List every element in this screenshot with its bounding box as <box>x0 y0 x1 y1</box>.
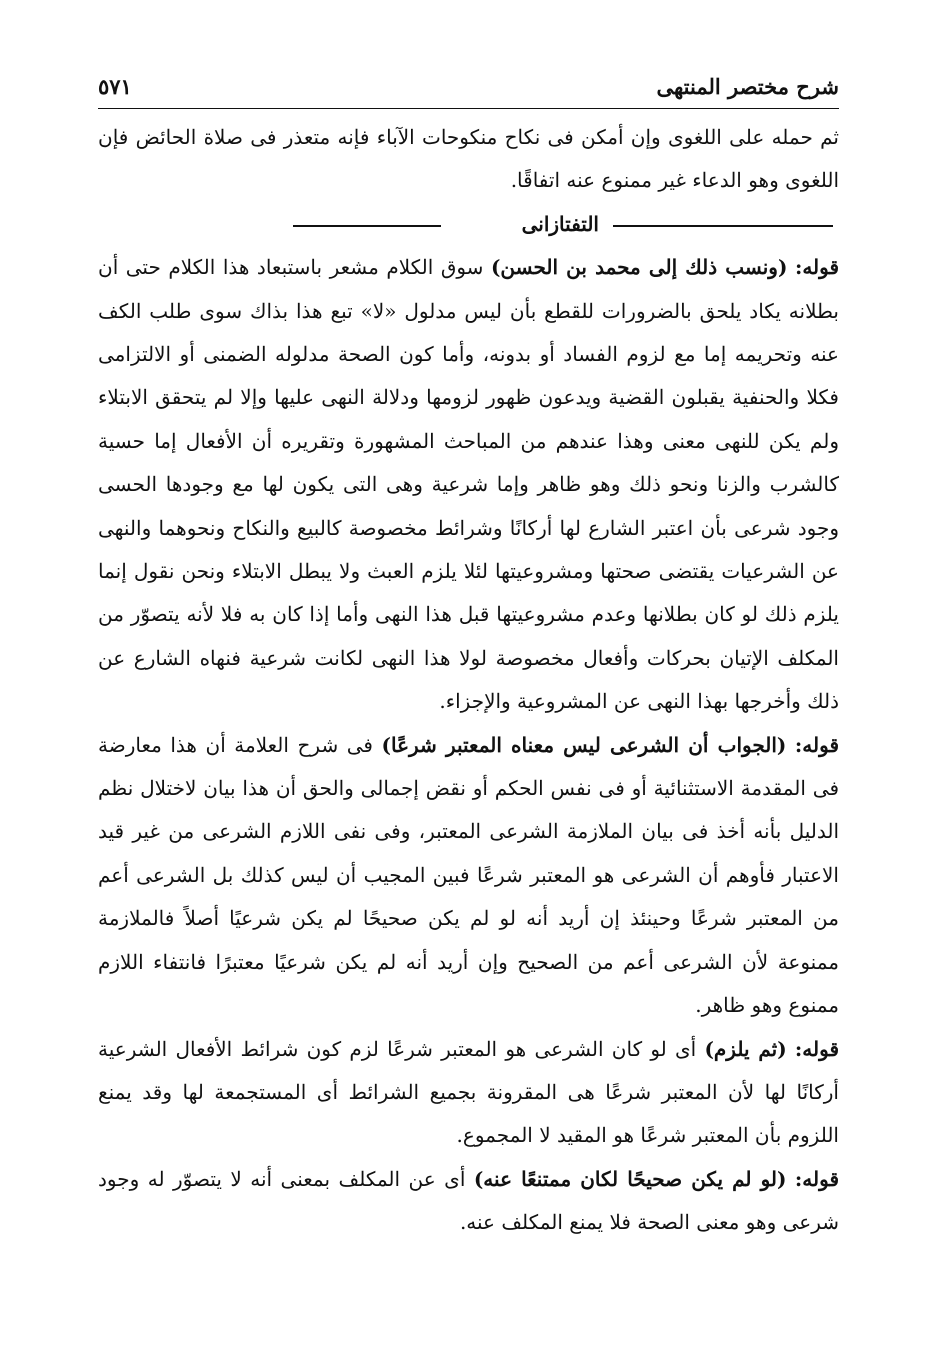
paragraph-lead: قوله: <box>794 1166 840 1191</box>
paragraph-lead: قوله: <box>794 255 840 280</box>
paragraph-body: سوق الكلام مشعر باستبعاد هذا الكلام حتى أن بطلانه يكاد يلحق بالضرورات للقطع بأن ليس مدلول «لا» تبع هذا بذاك سوى طلب الكف عنه وتحريمه إما مع لزوم الفساد أو بدونه، وأما كون الصحة مدلوله الضمنى أو الالتزامى فكلا والحنفية يقبلون القضية ويدعون ظهور لزومها ودلالة النهى عليها وإلا لم يتحقق الابتلاء ولم يكن للنهى معنى وهذا عندهم من المباحث المشهورة وتقريره أن الأفعال إما حسية كالشرب والزنا ونحو ذلك وهو ظاهر وإما شرعية وهى التى يكون لها مع وجودها الحسى وجود شرعى بأن اعتبر الشارع لها أركانًا وشرائط مخصوصة كالبيع والنكاح ونحوهما والنهى عن الشرعيات يقتضى صحتها ومشروعيتها لئلا يلزم العبث ولا يبطل الابتلاء ونحن نقول إنما يلزم ذلك لو كان بطلانها وعدم مشروعيتها قبل هذا النهى وأما إذا كان به فلا لأنه يتصوّر من المكلف الإتيان بحركات وأفعال مخصوصة لولا هذا النهى لكانت شرعية فنهاه الشارع عن ذلك وأخرجها بهذا النهى عن المشروعية والإجزاء. <box>98 255 839 714</box>
commentary-paragraph <box>98 1158 839 1245</box>
divider-rule-left <box>293 225 441 227</box>
commentary-paragraph <box>98 724 839 1028</box>
commentary-paragraph <box>98 1028 839 1158</box>
divider-rule-right <box>613 225 833 227</box>
page-text <box>98 116 839 1245</box>
section-title: التفتازانى <box>521 211 599 236</box>
running-header <box>98 68 839 104</box>
intro-paragraph <box>98 116 839 203</box>
paragraph-quote: (ثم يلزم) <box>704 1036 787 1061</box>
paragraph-quote: (الجواب أن الشرعى ليس معناه المعتبر شرعًا) <box>381 732 787 757</box>
paragraph-quote: (ونسب ذلك إلى محمد بن الحسن) <box>490 255 788 280</box>
paragraph-body: أى عن المكلف بمعنى أنه لا يتصوّر له وجود شرعى وهو معنى الصحة فلا يمنع المكلف عنه. <box>98 1166 839 1235</box>
commentary-paragraph <box>98 246 839 723</box>
paragraph-lead: قوله: <box>794 1036 840 1061</box>
section-divider <box>98 203 839 246</box>
paragraph-body: فى شرح العلامة أن هذا معارضة فى المقدمة الاستثنائية أو فى نفس الحكم أو نقض إجمالى والحق أن هذا بيان لاختلال نظم الدليل بأنه أخذ فى بيان الملازمة الشرعى المعتبر، وفى نفى اللازم الشرعى من غير قيد الاعتبار فأوهم أن الشرعى هو المعتبر شرعًا فبين المجيب أن ليس كذلك بل الشرعى أعم من المعتبر شرعًا وحينئذ إن أريد أنه لو لم يكن صحيحًا لم يكن شرعيًا أصلاً فالملازمة ممنوعة لأن الشرعى أعم من الصحيح وإن أريد أنه لم يكن شرعيًا معتبرًا فانتفاء اللازم ممنوع وهو ظاهر. <box>98 732 840 1018</box>
paragraph-lead: قوله: <box>794 732 839 757</box>
intro-text: ثم حمله على اللغوى وإن أمكن فى نكاح منكوحات الآباء فإنه متعذر فى صلاة الحائض فإن اللغوى وهو الدعاء غير ممنوع عنه اتفاقًا. <box>98 125 839 193</box>
header-rule <box>98 108 839 109</box>
page-number: ٥٧١ <box>98 74 132 99</box>
book-title: شرح مختصر المنتهى <box>656 74 839 99</box>
paragraph-body: أى لو كان الشرعى هو المعتبر شرعًا لزم كون شرائط الأفعال الشرعية أركانًا لها لأن المعتبر شرعًا هى المقرونة بجميع الشرائط أى المستجمعة لها وقد يمنع اللزوم بأن المعتبر شرعًا هو المقيد لا المجموع. <box>98 1036 839 1148</box>
paragraph-quote: (لو لم يكن صحيحًا لكان ممتنعًا عنه) <box>473 1166 787 1191</box>
